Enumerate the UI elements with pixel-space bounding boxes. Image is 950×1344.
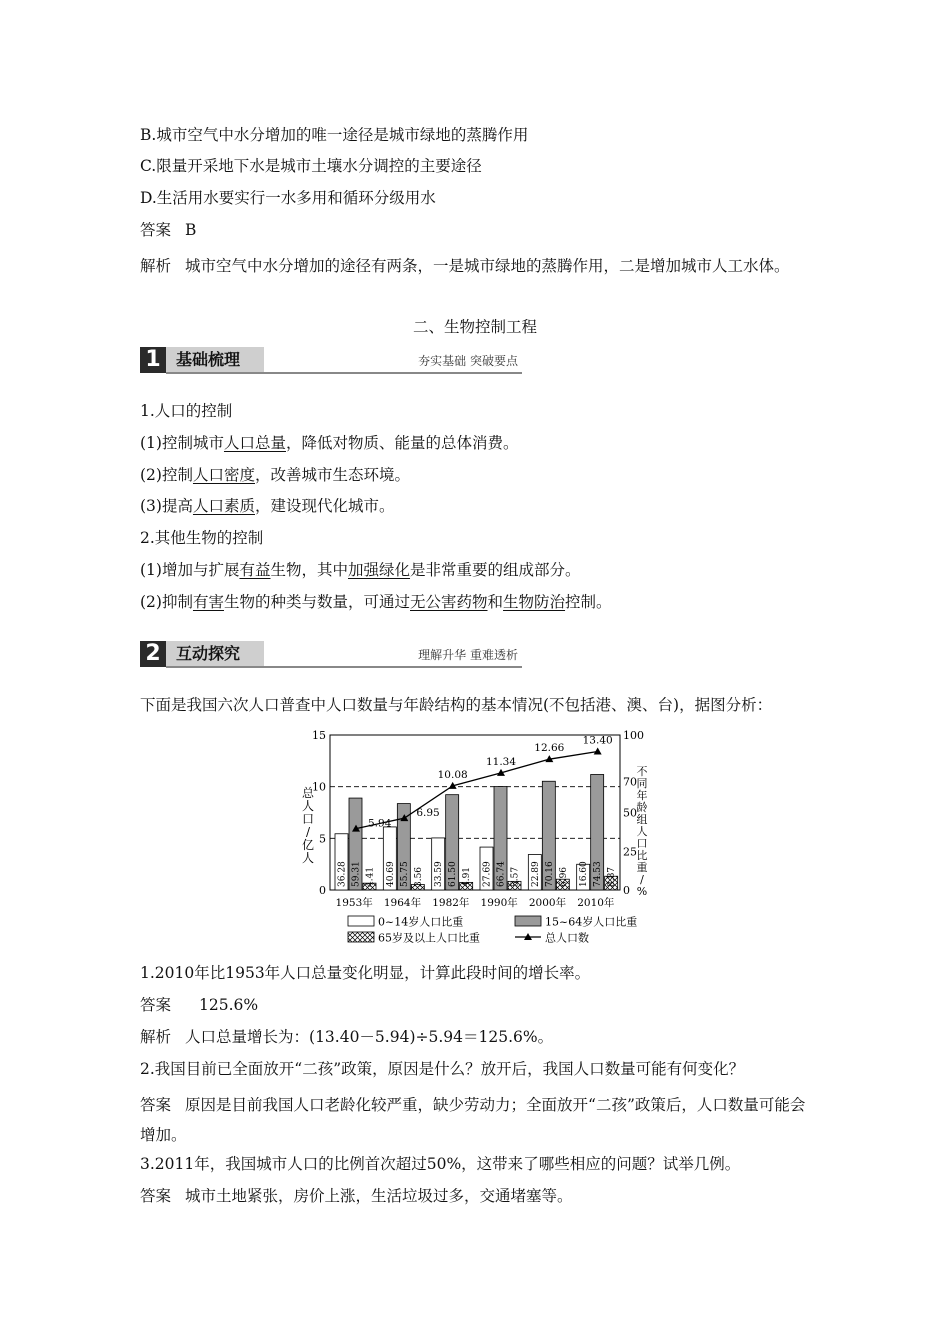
legend-label: 65岁及以上人口比重 [378,931,480,945]
bar-value-label: 3.56 [413,866,424,887]
question-2: 2.我国目前已全面放开“二孩”政策，原因是什么？放开后，我国人口数量可能有何变化？ [140,1060,745,1078]
category-label: 2000年 [528,897,567,909]
question-3: 3.2011年，我国城市人口的比例首次超过50%，这带来了哪些相应的问题？试举几例。 [140,1155,741,1173]
analysis-1: 解析 人口总量增长为：(13.40－5.94)÷5.94＝125.6%。 [140,1028,554,1046]
banner-number: 2 [140,641,166,667]
intro-text: 下面是我国六次人口普查中人口数量与年龄结构的基本情况(不包括港、澳、台)，据图分析： [140,696,773,714]
category-label: 1964年 [383,897,422,909]
left-tick-label: 15 [312,729,326,742]
legend-label: 0~14岁人口比重 [378,915,464,929]
left-axis-label: 人 [301,799,315,813]
underlined-term: 有害 [192,593,224,611]
banner-number: 1 [140,347,166,373]
basics-item-1: (1)控制城市人口总量，降低对物质、能量的总体消费。 [140,434,519,452]
left-tick-label: 5 [319,832,326,846]
answer-value: B [185,221,197,239]
legend-swatch [348,916,374,926]
total-population-label: 12.66 [534,742,565,755]
answer-3: 答案 城市土地紧张，房价上涨，生活垃圾过多，交通堵塞等。 [140,1187,573,1205]
total-population-label: 6.95 [416,807,440,820]
bar-value-label: 22.89 [530,861,541,887]
answer-line [140,219,196,241]
banner-rule [166,372,522,374]
bar-value-label: 40.69 [385,861,396,887]
total-population-point [594,748,602,755]
option-d: D.生活用水要实行一水多用和循环分级用水 [140,189,436,207]
category-label: 2010年 [577,897,615,909]
bar-value-label: 27.69 [482,861,493,887]
left-axis-label: 口 [301,812,315,826]
left-axis-label: 人 [301,851,315,865]
right-axis-label: 口 [636,837,648,850]
population-chart [290,725,660,953]
right-axis-label: 年 [636,789,648,802]
banner-title: 互动探究 [166,641,264,667]
total-population-label: 5.94 [368,817,392,830]
option-b: B.城市空气中水分增加的唯一途径是城市绿地的蒸腾作用 [140,126,529,144]
right-axis-label: 同 [636,777,648,790]
bar-value-label: 5.57 [510,866,521,887]
category-label: 1953年 [335,897,373,909]
legend-swatch [515,916,541,926]
analysis-text: 城市空气中水分增加的途径有两条，一是城市绿地的蒸腾作用，二是增加城市人工水体。 [185,257,790,275]
basics-item-3: (3)提高人口素质，建设现代化城市。 [140,497,395,515]
underlined-term: 人口总量 [223,434,286,452]
right-axis-label: 龄 [636,801,648,814]
left-tick-label: 10 [312,780,326,794]
bar-value-label: 74.53 [593,861,604,887]
legend-swatch [348,932,374,942]
bar-value-label: 70.16 [544,861,555,887]
right-tick-label: 100 [623,729,644,742]
right-axis-label: 人 [636,825,648,838]
right-tick-label: 25 [623,845,637,859]
left-tick-label: 0 [319,884,326,897]
bar-value-label: 8.87 [607,866,618,887]
analysis-label: 解析 [140,257,172,275]
basics-item-5: (2)抑制有害生物的种类与数量，可通过无公害药物和生物防治控制。 [140,593,612,611]
underlined-term: 有益 [239,561,271,579]
banner-explore [140,640,522,670]
bar-value-label: 55.75 [399,861,410,887]
bar-value-label: 61.50 [448,861,459,887]
category-label: 1982年 [432,897,470,909]
right-tick-label: 70 [623,775,637,789]
total-population-label: 10.08 [437,768,468,781]
right-axis-label: % [636,885,648,898]
total-population-line [356,752,598,829]
bar-value-label: 66.74 [496,861,507,887]
answer-label: 答案 [140,221,172,239]
basics-heading-2: 2.其他生物的控制 [140,529,264,547]
left-axis-label: / [305,825,311,839]
underlined-term: 生物防治 [503,593,566,611]
legend-label: 15~64岁人口比重 [545,915,638,929]
total-population-label: 11.34 [485,755,517,768]
right-tick-label: 50 [623,806,637,820]
basics-item-2: (2)控制人口密度，改善城市生态环境。 [140,466,410,484]
legend-label: 总人口数 [545,931,589,945]
right-axis-label: 不 [636,765,648,778]
right-axis-label: 组 [636,813,648,826]
option-c: C.限量开采地下水是城市土壤水分调控的主要途径 [140,157,482,175]
underlined-term: 人口密度 [192,466,255,484]
bar-value-label: 59.31 [351,861,362,887]
bar-value-label: 6.96 [558,866,569,887]
left-axis-label: 亿 [301,838,315,852]
underlined-term: 无公害药物 [410,593,488,611]
basics-heading-1: 1.人口的控制 [140,402,233,420]
basics-item-4: (1)增加与扩展有益生物，其中加强绿化是非常重要的组成部分。 [140,561,581,579]
banner-tag: 理解升华 重难透析 [418,648,518,662]
answer-2: 答案 原因是目前我国人口老龄化较严重，缺少劳动力；全面放开“二孩”政策后，人口数量可能会增加。 [140,1096,806,1144]
underlined-term: 加强绿化 [348,561,411,579]
banner-rule [166,666,522,668]
answer-1: 答案 125.6% [140,996,259,1014]
left-axis-label: 总 [301,786,315,800]
bar-value-label: 4.41 [365,866,376,887]
bar-value-label: 33.59 [434,861,445,887]
question-1: 1.2010年比1953年人口总量变化明显，计算此段时间的增长率。 [140,964,591,982]
bar-value-label: 4.91 [462,866,473,887]
analysis-paragraph [140,251,820,281]
right-axis-label: 重 [636,861,648,874]
right-axis-label: 比 [636,849,648,862]
banner-basics [140,346,522,376]
category-label: 1990年 [480,897,518,909]
underlined-term: 人口素质 [192,497,255,515]
section-title: 二、生物控制工程 [412,318,537,336]
right-axis-label: / [640,873,644,886]
banner-title: 基础梳理 [166,347,264,373]
bar-value-label: 16.60 [579,861,590,887]
total-population-label: 13.40 [582,734,613,747]
right-tick-label: 0 [623,884,630,897]
bar-value-label: 36.28 [337,861,348,887]
banner-tag: 夯实基础 突破要点 [418,354,518,368]
